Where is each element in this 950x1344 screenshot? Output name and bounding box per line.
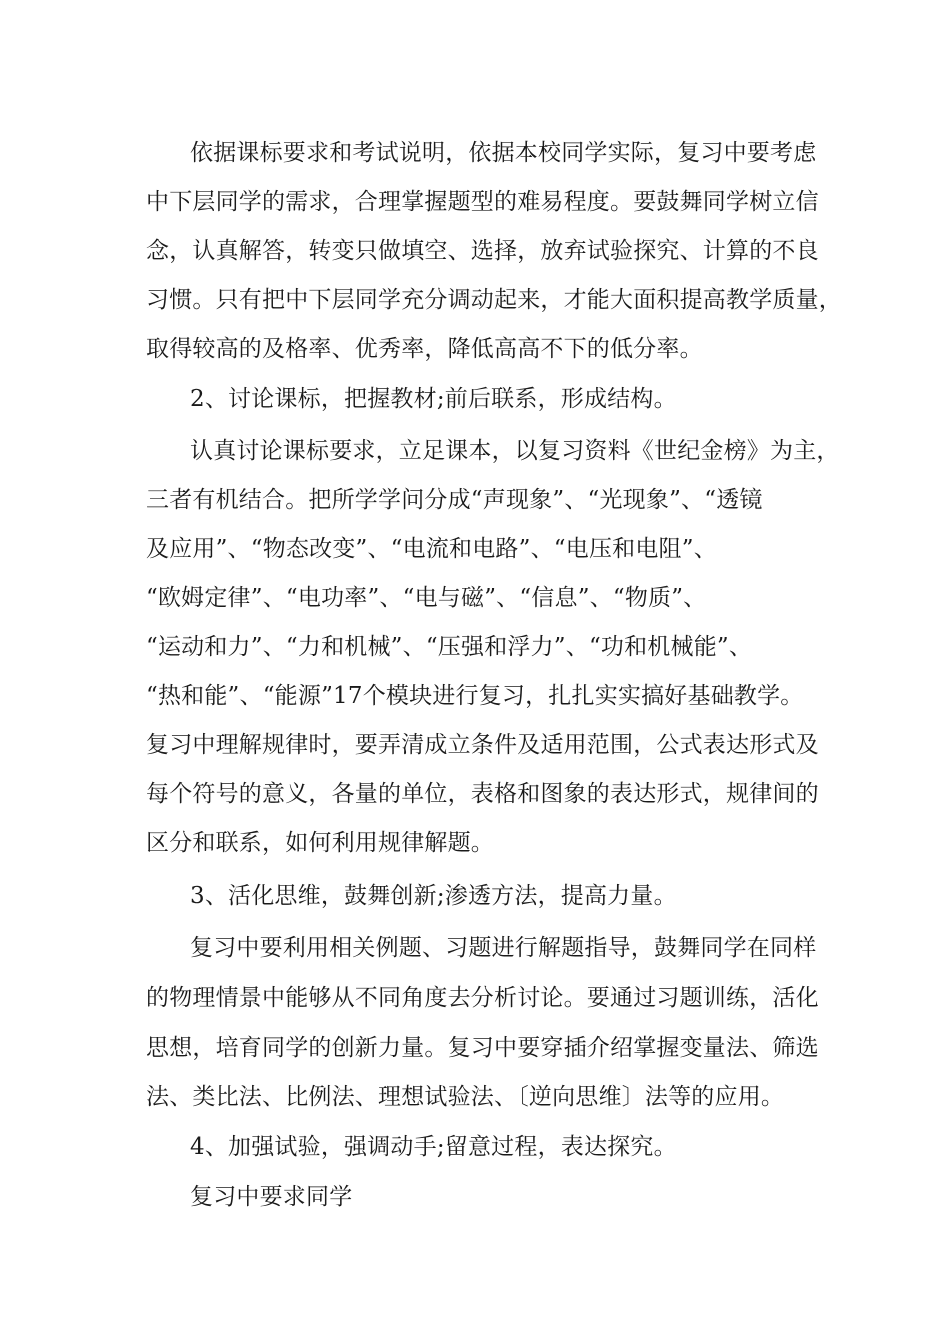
text-line: 取得较高的及格率、优秀率，降低高高不下的低分率。 — [146, 336, 703, 362]
text-line: 复习中理解规律时，要弄清成立条件及适用范围，公式表达形式及 — [146, 732, 819, 758]
text-line: 复习中要求同学 — [190, 1184, 353, 1210]
text-line: 三者有机结合。把所学学问分成“声现象”、“光现象”、“透镜 — [146, 487, 763, 513]
text-line: 区分和联系，如何利用规律解题。 — [146, 830, 494, 856]
text-line: 法、类比法、比例法、理想试验法、〔逆向思维〕法等的应用。 — [146, 1084, 785, 1110]
text-line: 的物理情景中能够从不同角度去分析讨论。要通过习题训练，活化 — [146, 985, 819, 1011]
text-line: 习惯。只有把中下层同学充分调动起来，才能大面积提高教学质量， — [146, 287, 842, 313]
section-heading: 4、加强试验，强调动手;留意过程，表达探究。 — [190, 1134, 677, 1160]
text-line: 认真讨论课标要求，立足课本，以复习资料《世纪金榜》为主， — [190, 438, 840, 464]
text-line: “热和能”、“能源”17个模块进行复习，扎扎实实搞好基础教学。 — [146, 683, 804, 709]
text-line: “运动和力”、“力和机械”、“压强和浮力”、“功和机械能”、 — [146, 634, 753, 660]
text-line: 念，认真解答，转变只做填空、选择，放弃试验探究、计算的不良 — [146, 238, 819, 264]
text-line: 依据课标要求和考试说明，依据本校同学实际，复习中要考虑 — [190, 140, 817, 166]
section-heading: 2、讨论课标，把握教材;前后联系，形成结构。 — [190, 386, 677, 412]
text-line: 及应用”、“物态改变”、“电流和电路”、“电压和电阻”、 — [146, 536, 717, 562]
section-heading: 3、活化思维，鼓舞创新;渗透方法，提高力量。 — [190, 883, 677, 909]
text-line: 每个符号的意义，各量的单位，表格和图象的表达形式，规律间的 — [146, 781, 819, 807]
text-line: 中下层同学的需求，合理掌握题型的难易程度。要鼓舞同学树立信 — [146, 189, 819, 215]
text-line: 复习中要利用相关例题、习题进行解题指导，鼓舞同学在同样 — [190, 935, 817, 961]
text-line: “欧姆定律”、“电功率”、“电与磁”、“信息”、“物质”、 — [146, 585, 707, 611]
text-line: 思想，培育同学的创新力量。复习中要穿插介绍掌握变量法、筛选 — [146, 1035, 819, 1061]
